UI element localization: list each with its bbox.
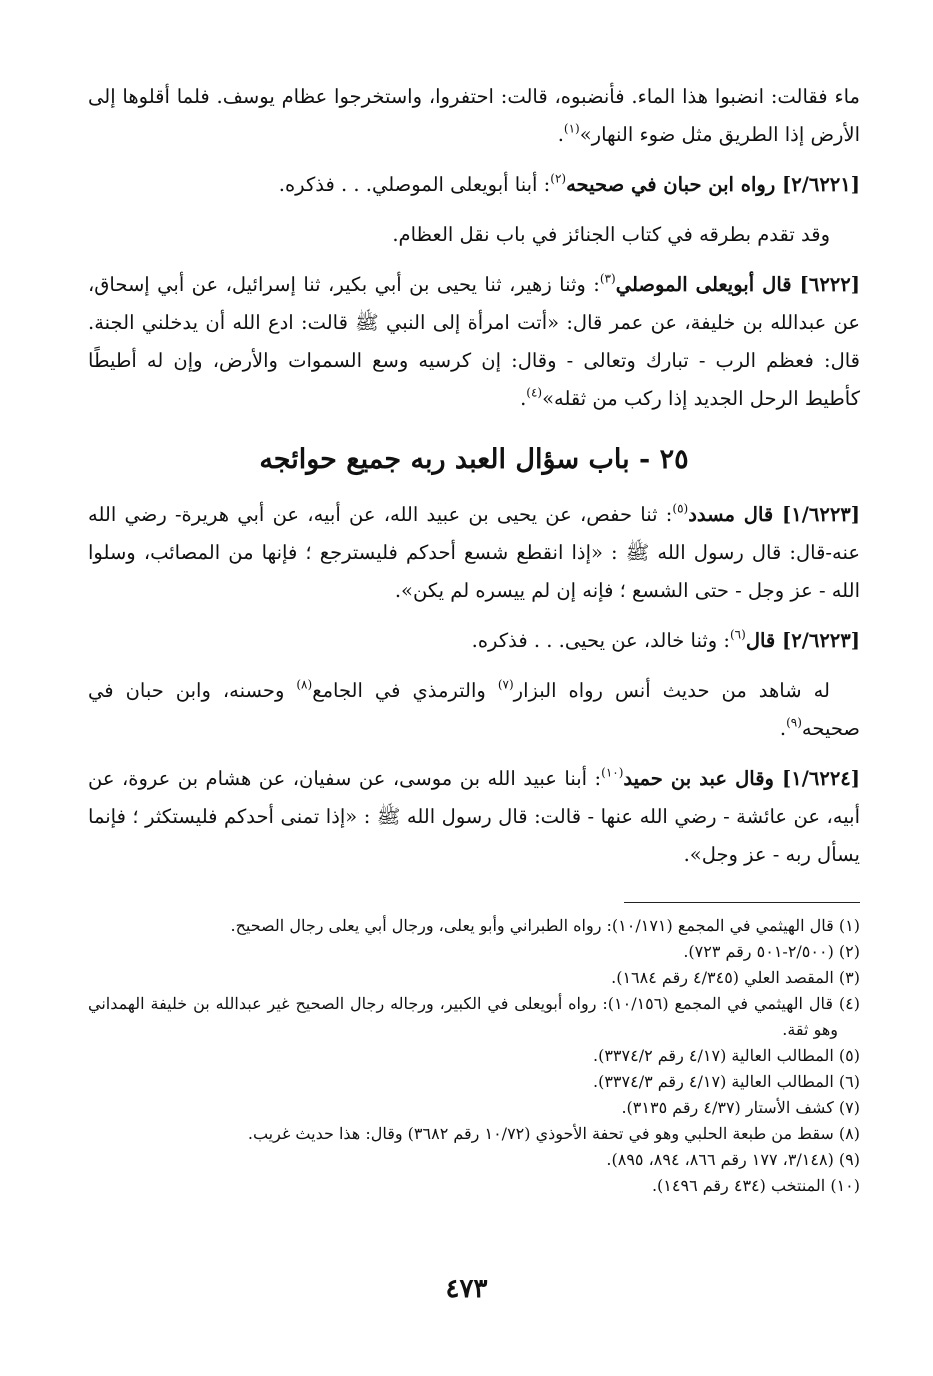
paragraph-1 [88, 78, 860, 154]
footnote-marker[interactable]: (٧) [497, 677, 514, 692]
paragraph-end: . [557, 123, 564, 146]
hadith-reference: [٢/٦٢٢٣] قال [745, 629, 860, 652]
footnote-marker[interactable]: (١٠) [601, 765, 624, 780]
paragraph-text: ماء فقالت: انضبوا هذا الماء. فأنضبوه، قالت: احتفروا، واستخرجوا عظام يوسف. فلما أقلوها إلى الأرض إذا الطريق مثل ضوء النهار» [88, 85, 860, 146]
paragraph-text: وقد تقدم بطرقه في كتاب الجنائز في باب نقل العظام. [392, 223, 830, 246]
footnote-9: (٩) (٣/١٤٨، ١٧٧ رقم ٨٦٦، ٨٩٤، ٨٩٥). [606, 1150, 860, 1169]
footnote-8: (٨) سقط من طبعة الحلبي وهو في تحفة الأحوذي (١٠/٧٢ رقم ٣٦٨٢) وقال: هذا حديث غريب. [247, 1124, 860, 1143]
hadith-reference: [١/٦٢٢٤] وقال عبد بن حميد [623, 767, 861, 790]
paragraph-text: : أبنا أبويعلى الموصلي. . . فذكره. [278, 173, 551, 196]
footnote-marker[interactable]: (٥) [672, 501, 689, 516]
paragraph-text: : ثنا حفص، عن يحيى بن عبيد الله، عن أبيه، عن أبي هريرة- رضي الله عنه-قال: قال رسول الله ﷺ : «إذا انقطع شسع أحدكم فليسترجع ؛ فإنها من المصائب، وسلوا الله - عز وجل - حتى الشسع ؛ فإنه إن لم ييسره لم يكن». [88, 503, 860, 602]
paragraph-text: : وثنا زهير، ثنا يحيى بن أبي بكير، ثنا إسرائيل، عن أبي إسحاق، عن عبدالله بن خليفة، عن عمر قال: «أتت امرأة إلى النبي ﷺ قالت: ادع الله أن يدخلني الجنة. قال: فعظم الرب - تبارك وتعالى - وقال: إن كرسيه وسع السموات والأرض، وإن له أطيطًا كأطيط الرحل الجديد إذا ركب من ثقله» [88, 273, 860, 410]
footnote-marker[interactable]: (٤) [526, 385, 543, 400]
chapter-heading: ٢٥ - باب سؤال العبد ربه جميع حوائجه [259, 444, 689, 475]
paragraph-text: : وثنا خالد، عن يحيى. . . فذكره. [471, 629, 730, 652]
footnote-marker[interactable]: (١) [563, 121, 580, 136]
footnote-marker[interactable]: (٢) [550, 171, 567, 186]
paragraph-text: : أبنا عبيد الله بن موسى، عن سفيان، عن هشام بن عروة، عن أبيه، عن عائشة - رضي الله عنها - قالت: قال رسول الله ﷺ : «إذا تمنى أحدكم فليستكثر ؛ فإنما يسأل ربه - عز وجل». [88, 767, 860, 866]
hadith-reference: [٢/٦٢٢١] رواه ابن حبان في صحيحه [566, 173, 860, 196]
paragraph-text: وحسنه، وابن حبان في صحيحه [88, 679, 860, 740]
footnote-2: (٢) (٢/٥٠٠-٥٠١ رقم ٧٢٣). [683, 942, 860, 961]
hadith-reference: [١/٦٢٢٣] قال مسدد [688, 503, 861, 526]
footnote-7: (٧) كشف الأستار (٤/٣٧ رقم ٣١٣٥). [621, 1098, 860, 1117]
paragraph-end: . [779, 717, 787, 740]
footnote-marker[interactable]: (٣) [599, 271, 616, 286]
paragraph-text: والترمذي في الجامع [312, 679, 498, 702]
paragraph-7 [88, 672, 860, 748]
hadith-reference: [٦٢٢٢] قال أبويعلى الموصلي [615, 273, 860, 296]
footnote-6: (٦) المطالب العالية (٤/١٧ رقم ٣٣٧٤/٣). [593, 1072, 860, 1091]
footnote-10: (١٠) المنتخب (٤٣٤ رقم ١٤٩٦). [651, 1176, 860, 1195]
footnote-marker[interactable]: (٩) [786, 715, 802, 730]
footnote-3: (٣) المقصد العلي (٤/٣٤٥ رقم ١٦٨٤). [611, 968, 860, 987]
footnote-1: (١) قال الهيثمي في المجمع (١٠/١٧١): رواه الطبراني وأبو يعلى، ورجال أبي يعلى رجال الصحيح. [230, 916, 860, 935]
paragraph-5 [88, 496, 860, 610]
page-body [88, 78, 860, 1199]
paragraph-4 [88, 266, 860, 418]
footnote-marker[interactable]: (٦) [729, 627, 746, 642]
paragraph-2 [88, 166, 860, 204]
footnote-divider [624, 902, 860, 903]
paragraph-8 [88, 760, 860, 874]
footnote-marker[interactable]: (٨) [296, 677, 313, 692]
paragraph-end: . [520, 387, 527, 410]
paragraph-3 [88, 216, 860, 254]
paragraph-text: له شاهد من حديث أنس رواه البزار [513, 679, 830, 702]
paragraph-6 [88, 622, 860, 660]
footnote-4: (٤) قال الهيثمي في المجمع (١٠/١٥٦): رواه أبويعلى في الكبير، ورجاله رجال الصحيح غير عبدالله بن خليفة الهمداني وهو ثقة. [88, 994, 860, 1039]
footnote-5: (٥) المطالب العالية (٤/١٧ رقم ٣٣٧٤/٢). [593, 1046, 860, 1065]
footnotes [88, 913, 860, 1199]
page-number: ٤٧٣ [445, 1274, 488, 1304]
